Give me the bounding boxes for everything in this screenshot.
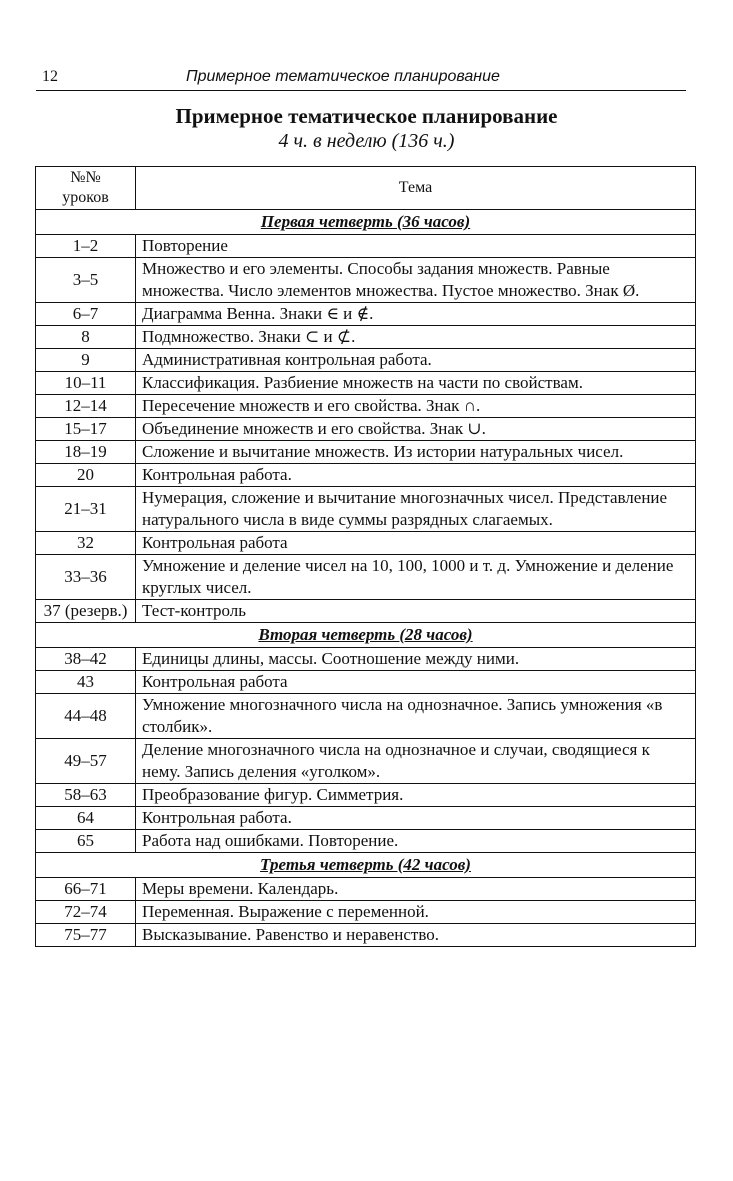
lesson-topic: Высказывание. Равенство и неравенство. xyxy=(136,924,696,947)
lesson-topic: Контрольная работа xyxy=(136,532,696,555)
lesson-number: 72–74 xyxy=(36,901,136,924)
table-row xyxy=(36,739,696,784)
lesson-number: 37 (резерв.) xyxy=(36,600,136,623)
lesson-topic: Умножение и деление чисел на 10, 100, 1000 и т. д. Умножение и деление круглых чисел. xyxy=(136,555,696,600)
table-row xyxy=(36,326,696,349)
quarter-title: Первая четверть (36 часов) xyxy=(36,210,696,235)
lesson-topic: Диаграмма Венна. Знаки ∈ и ∉. xyxy=(136,303,696,326)
lesson-topic: Сложение и вычитание множеств. Из истории натуральных чисел. xyxy=(136,441,696,464)
table-row xyxy=(36,694,696,739)
quarter-header-row xyxy=(36,853,696,878)
table-row xyxy=(36,487,696,532)
lesson-topic: Деление многозначного числа на однозначное и случаи, сводящиеся к нему. Запись деления «уголком». xyxy=(136,739,696,784)
lesson-number: 58–63 xyxy=(36,784,136,807)
table-row xyxy=(36,555,696,600)
lesson-number: 12–14 xyxy=(36,395,136,418)
lesson-number: 65 xyxy=(36,830,136,853)
quarter-header-row xyxy=(36,210,696,235)
table-row xyxy=(36,258,696,303)
lesson-topic: Подмножество. Знаки ⊂ и ⊄. xyxy=(136,326,696,349)
table-row xyxy=(36,600,696,623)
lesson-topic: Единицы длины, массы. Соотношение между ними. xyxy=(136,648,696,671)
lesson-number: 1–2 xyxy=(36,235,136,258)
planning-table xyxy=(35,166,696,947)
lesson-number: 44–48 xyxy=(36,694,136,739)
running-head xyxy=(36,66,686,91)
lesson-number: 21–31 xyxy=(36,487,136,532)
table-row xyxy=(36,648,696,671)
table-row xyxy=(36,532,696,555)
header-topic: Тема xyxy=(136,167,696,210)
lesson-topic: Контрольная работа. xyxy=(136,807,696,830)
table-row xyxy=(36,878,696,901)
lesson-topic: Классификация. Разбиение множеств на части по свойствам. xyxy=(136,372,696,395)
lesson-topic: Меры времени. Календарь. xyxy=(136,878,696,901)
running-title: Примерное тематическое планирование xyxy=(186,68,500,85)
lesson-number: 38–42 xyxy=(36,648,136,671)
lesson-number: 33–36 xyxy=(36,555,136,600)
table-row xyxy=(36,372,696,395)
lesson-topic: Преобразование фигур. Симметрия. xyxy=(136,784,696,807)
lesson-number: 10–11 xyxy=(36,372,136,395)
table-row xyxy=(36,901,696,924)
table-row xyxy=(36,303,696,326)
lesson-topic: Объединение множеств и его свойства. Знак ∪. xyxy=(136,418,696,441)
lesson-topic: Работа над ошибками. Повторение. xyxy=(136,830,696,853)
table-row xyxy=(36,235,696,258)
table-header-row xyxy=(36,167,696,210)
lesson-number: 18–19 xyxy=(36,441,136,464)
table-row xyxy=(36,441,696,464)
table-row xyxy=(36,395,696,418)
table-row xyxy=(36,418,696,441)
quarter-title: Третья четверть (42 часов) xyxy=(36,853,696,878)
lesson-topic: Контрольная работа. xyxy=(136,464,696,487)
lesson-topic: Административная контрольная работа. xyxy=(136,349,696,372)
table-body xyxy=(36,210,696,947)
lesson-topic: Повторение xyxy=(136,235,696,258)
page-number: 12 xyxy=(42,68,58,85)
lesson-topic: Умножение многозначного числа на однозначное. Запись умножения «в столбик». xyxy=(136,694,696,739)
lesson-topic: Нумерация, сложение и вычитание многозначных чисел. Представление натурального числа в виде суммы разрядных слагаемых. xyxy=(136,487,696,532)
lesson-number: 64 xyxy=(36,807,136,830)
header-num-line1: №№ xyxy=(70,169,101,186)
lesson-number: 66–71 xyxy=(36,878,136,901)
table-row xyxy=(36,924,696,947)
table-row xyxy=(36,349,696,372)
lesson-number: 8 xyxy=(36,326,136,349)
lesson-number: 75–77 xyxy=(36,924,136,947)
lesson-topic: Тест-контроль xyxy=(136,600,696,623)
document-subtitle: 4 ч. в неделю (136 ч.) xyxy=(278,130,455,152)
lesson-number: 15–17 xyxy=(36,418,136,441)
header-num-line2: уроков xyxy=(62,189,109,206)
lesson-number: 6–7 xyxy=(36,303,136,326)
table-row xyxy=(36,807,696,830)
lesson-number: 3–5 xyxy=(36,258,136,303)
lesson-number: 49–57 xyxy=(36,739,136,784)
lesson-topic: Пересечение множеств и его свойства. Знак ∩. xyxy=(136,395,696,418)
table-row xyxy=(36,830,696,853)
quarter-title: Вторая четверть (28 часов) xyxy=(36,623,696,648)
lesson-number: 9 xyxy=(36,349,136,372)
lesson-topic: Контрольная работа xyxy=(136,671,696,694)
table-row xyxy=(36,671,696,694)
table-row xyxy=(36,464,696,487)
lesson-number: 20 xyxy=(36,464,136,487)
table-row xyxy=(36,784,696,807)
lesson-number: 32 xyxy=(36,532,136,555)
header-lesson-numbers xyxy=(36,167,136,210)
lesson-topic: Множество и его элементы. Способы задания множеств. Равные множества. Число элементов множества. Пустое множество. Знак Ø. xyxy=(136,258,696,303)
document-title: Примерное тематическое планирование xyxy=(175,104,558,128)
quarter-header-row xyxy=(36,623,696,648)
lesson-topic: Переменная. Выражение с переменной. xyxy=(136,901,696,924)
lesson-number: 43 xyxy=(36,671,136,694)
